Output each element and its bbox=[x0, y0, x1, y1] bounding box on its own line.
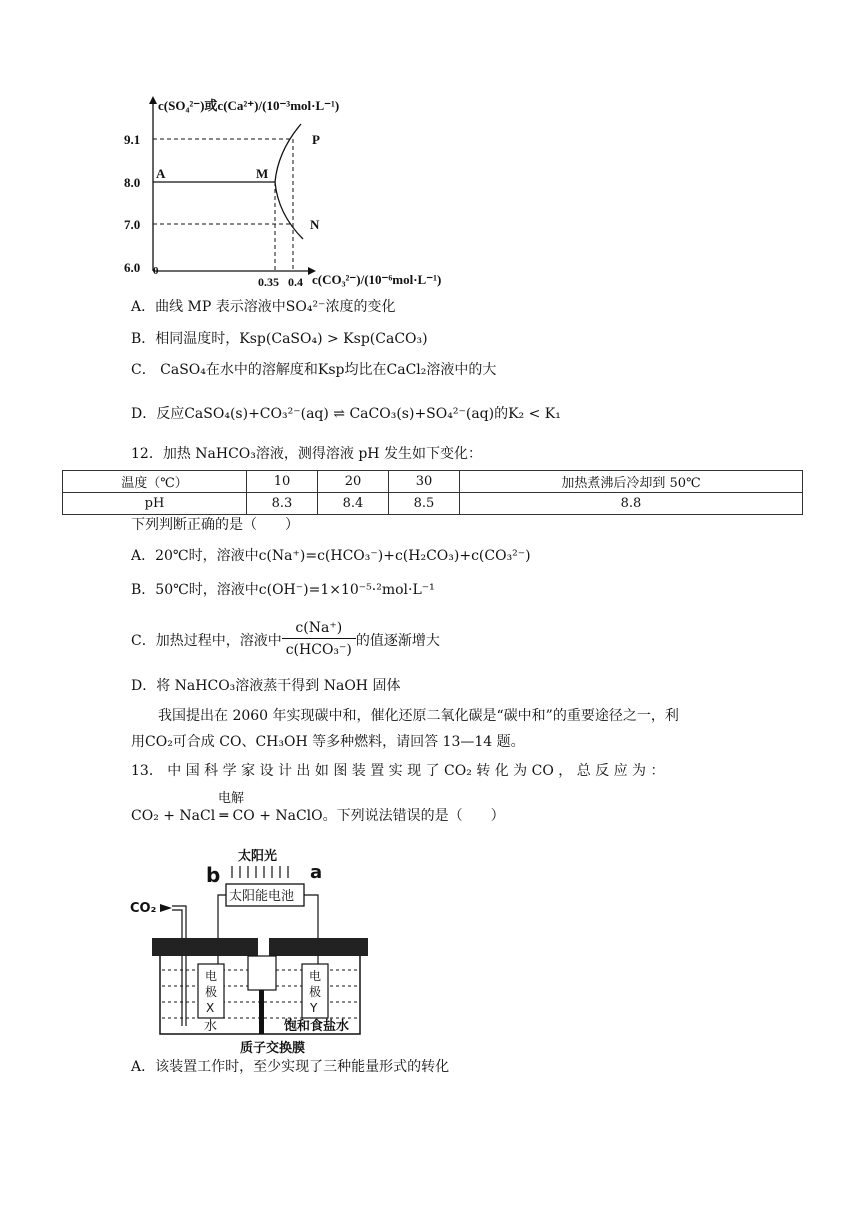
passage-line-2: 用CO₂可合成 CO、CH₃OH 等多种燃料，请回答 13—14 题。 bbox=[131, 734, 525, 750]
q11-option-b: B．相同温度时，Ksp(CaSO₄) > Ksp(CaCO₃) bbox=[131, 331, 428, 347]
brine-label: 饱和食盐水 bbox=[284, 1019, 350, 1034]
table-cell: 温度（℃） bbox=[63, 471, 247, 493]
curve-p-m-n bbox=[275, 124, 303, 239]
solar-battery-label: 太阳能电池 bbox=[229, 889, 295, 904]
passage-line-1: 我国提出在 2060 年实现碳中和，催化还原二氧化碳是“碳中和”的重要途径之一，利 bbox=[158, 708, 679, 724]
water-label: 水 bbox=[204, 1019, 218, 1034]
point-m-label: M bbox=[256, 166, 269, 181]
q13-eq-tail: 。下列说法错误的是（ ） bbox=[322, 808, 505, 824]
q12-c-suffix: 的值逐渐增大 bbox=[355, 632, 440, 649]
q12-option-a: A．20℃时，溶液中c(Na⁺)=c(HCO₃⁻)+c(H₂CO₃)+c(CO₃²⁻) bbox=[131, 548, 531, 564]
table-row bbox=[63, 471, 803, 493]
membrane-top bbox=[248, 956, 276, 990]
electrode-y-label-2: 极 bbox=[309, 985, 322, 999]
terminal-b-label: b bbox=[206, 863, 221, 887]
table-cell: 10 bbox=[247, 471, 318, 493]
ytick-8-0: 8.0 bbox=[124, 175, 141, 190]
electrode-x-label-1: 电 bbox=[205, 969, 218, 983]
xtick-0-35: 0.35 bbox=[258, 275, 279, 288]
co2-label: CO₂ bbox=[130, 901, 157, 916]
q12-option-d: D．将 NaHCO₃溶液蒸干得到 NaOH 固体 bbox=[131, 678, 401, 694]
terminal-a-label: a bbox=[310, 862, 323, 883]
point-a-label: A bbox=[156, 166, 166, 181]
y-axis-arrow bbox=[149, 96, 157, 104]
q12-c-fraction bbox=[282, 618, 356, 661]
membrane-bar bbox=[259, 990, 264, 1034]
q12-c-denominator: c(HCO₃⁻) bbox=[285, 642, 352, 658]
q13-equation bbox=[131, 806, 505, 826]
point-p-label: P bbox=[312, 132, 320, 147]
q13-eq-body: CO₂ + NaCl ═ CO + NaClO bbox=[131, 808, 323, 824]
q12-prompt: 下列判断正确的是（ ） bbox=[131, 517, 299, 533]
table-row bbox=[63, 493, 803, 515]
co2-tube bbox=[172, 906, 186, 1026]
q12-option-b: B．50℃时，溶液中c(OH⁻)=1×10⁻⁵·²mol·L⁻¹ bbox=[131, 582, 435, 598]
q11-option-a: A．曲线 MP 表示溶液中SO₄²⁻浓度的变化 bbox=[131, 299, 396, 315]
table-cell: 8.8 bbox=[460, 493, 803, 515]
sunlight-arrows bbox=[232, 866, 288, 878]
ytick-6-0: 6.0 bbox=[124, 260, 141, 275]
point-n-label: N bbox=[310, 217, 320, 232]
x-axis-label: c(CO₃²⁻)/(10⁻⁶mol·L⁻¹) bbox=[312, 272, 442, 287]
electrolysis-device bbox=[128, 846, 368, 1058]
q11-option-d: D．反应CaSO₄(s)+CO₃²⁻(aq) ⇌ CaCO₃(s)+SO₄²⁻(aq)的K₂ < K₁ bbox=[131, 406, 561, 422]
co2-tube-inner bbox=[172, 910, 182, 1026]
ytick-9-1: 9.1 bbox=[124, 132, 141, 147]
y-axis-label: c(SO₄²⁻)或c(Ca²⁺)/(10⁻³mol·L⁻¹) bbox=[158, 98, 340, 113]
solubility-chart bbox=[118, 96, 478, 288]
electrode-x-label-2: 极 bbox=[205, 985, 218, 999]
q12-c-numerator: c(Na⁺) bbox=[282, 618, 356, 639]
q13-eq-condition: 电解 bbox=[218, 791, 245, 806]
table-cell: 8.4 bbox=[318, 493, 389, 515]
lid-left bbox=[152, 938, 258, 956]
electrode-x-label-3: X bbox=[206, 1001, 215, 1015]
q13-option-a: A．该装置工作时，至少实现了三种能量形式的转化 bbox=[131, 1059, 450, 1075]
electrode-y-label-1: 电 bbox=[309, 969, 322, 983]
electrode-y-label-3: Y bbox=[310, 1001, 318, 1015]
q12-stem: 12．加热 NaHCO₃溶液，测得溶液 pH 发生如下变化： bbox=[131, 446, 482, 462]
table-cell: 8.3 bbox=[247, 493, 318, 515]
lid-right bbox=[269, 938, 368, 956]
membrane-label: 质子交换膜 bbox=[240, 1041, 306, 1056]
table-cell: 8.5 bbox=[389, 493, 460, 515]
table-cell: pH bbox=[63, 493, 247, 515]
table-cell: 加热煮沸后冷却到 50℃ bbox=[460, 471, 803, 493]
q13-stem: 13． 中 国 科 学 家 设 计 出 如 图 装 置 实 现 了 CO₂ 转 化 为 CO ， 总 反 应 为 ： bbox=[131, 763, 665, 779]
table-cell: 20 bbox=[318, 471, 389, 493]
q12-c-prefix: C．加热过程中，溶液中 bbox=[131, 632, 282, 649]
co2-arrow bbox=[160, 904, 172, 912]
xtick-0-4: 0.4 bbox=[288, 275, 303, 288]
ytick-7-0: 7.0 bbox=[124, 217, 141, 232]
table-cell: 30 bbox=[389, 471, 460, 493]
q12-option-c bbox=[131, 618, 440, 661]
ph-table bbox=[62, 470, 803, 515]
xtick-0: 0 bbox=[153, 265, 159, 277]
q11-option-c: C． CaSO₄在水中的溶解度和Ksp均比在CaCl₂溶液中的大 bbox=[131, 362, 497, 378]
sunlight-label: 太阳光 bbox=[238, 849, 278, 864]
